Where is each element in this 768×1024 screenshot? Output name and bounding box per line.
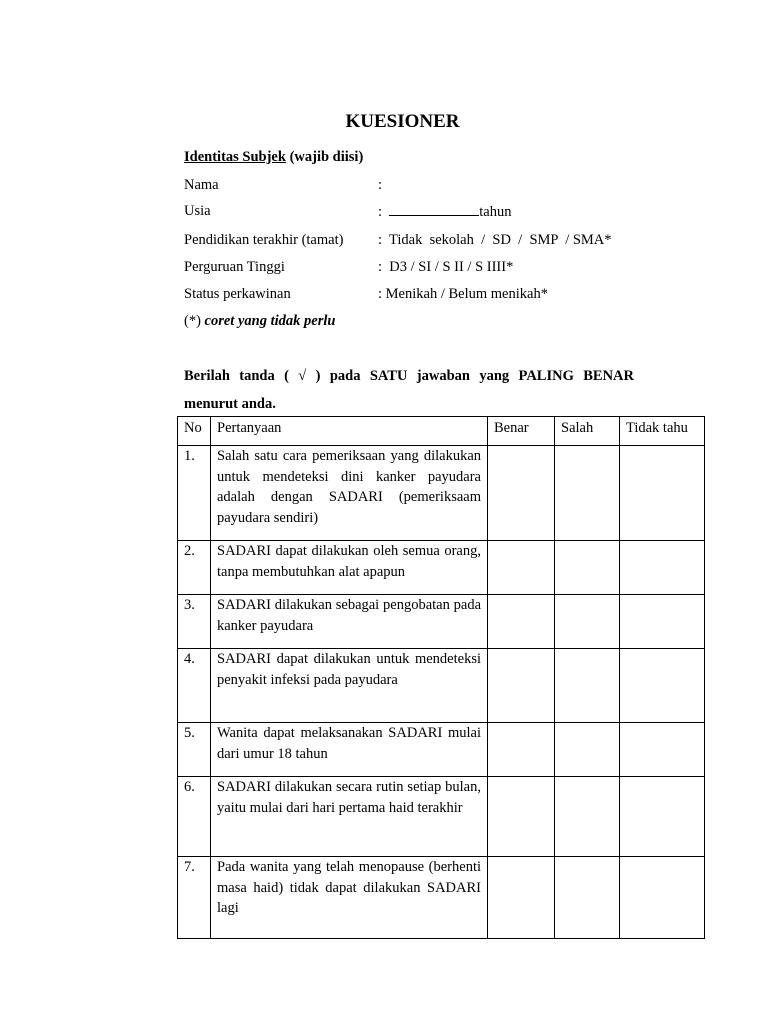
row-number: 5.	[178, 723, 211, 777]
field-value: : Menikah / Belum menikah*	[378, 286, 548, 302]
answer-salah-cell[interactable]	[555, 857, 620, 939]
answer-benar-cell[interactable]	[488, 446, 555, 541]
row-number: 7.	[178, 857, 211, 939]
table-header-row	[178, 417, 705, 446]
field-value: : D3 / SI / S II / S IIII*	[378, 259, 514, 275]
answer-salah-cell[interactable]	[555, 649, 620, 723]
row-number: 1.	[178, 446, 211, 541]
age-blank-line[interactable]	[389, 203, 479, 216]
answer-benar-cell[interactable]	[488, 541, 555, 595]
table-row	[178, 723, 705, 777]
page-title: KUESIONER	[345, 111, 460, 132]
answer-tidak-tahu-cell[interactable]	[620, 777, 705, 857]
table-row	[178, 541, 705, 595]
header-pertanyaan: Pertanyaan	[211, 417, 488, 446]
field-label: Perguruan Tinggi	[184, 259, 285, 275]
answer-salah-cell[interactable]	[555, 595, 620, 649]
table-row	[178, 446, 705, 541]
answer-salah-cell[interactable]	[555, 723, 620, 777]
answer-tidak-tahu-cell[interactable]	[620, 649, 705, 723]
table-row	[178, 777, 705, 857]
question-text: Salah satu cara pemeriksaan yang dilakukan untuk mendeteksi dini kanker payudara adalah dengan SADARI (pemeriksaam payudara sendiri)	[211, 446, 488, 541]
identity-heading-note: (wajib diisi)	[285, 149, 364, 165]
questionnaire-table	[177, 416, 705, 939]
field-label: Status perkawinan	[184, 286, 291, 302]
answer-tidak-tahu-cell[interactable]	[620, 723, 705, 777]
answer-salah-cell[interactable]	[555, 446, 620, 541]
answer-salah-cell[interactable]	[555, 777, 620, 857]
instruction: Berilah tanda ( √ ) pada SATU jawaban yang PALING BENAR menurut anda.	[184, 368, 634, 412]
answer-benar-cell[interactable]	[488, 857, 555, 939]
footnote-text: coret yang tidak perlu	[204, 313, 336, 329]
question-text: SADARI dilakukan sebagai pengobatan pada kanker payudara	[211, 595, 488, 649]
question-text: SADARI dilakukan secara rutin setiap bulan, yaitu mulai dari hari pertama haid terakhir	[211, 777, 488, 857]
row-number: 4.	[178, 649, 211, 723]
answer-tidak-tahu-cell[interactable]	[620, 446, 705, 541]
identity-heading	[184, 149, 363, 166]
header-tidak-tahu: Tidak tahu	[620, 417, 705, 446]
answer-tidak-tahu-cell[interactable]	[620, 857, 705, 939]
table-row	[178, 595, 705, 649]
identity-heading-main: Identitas Subjek	[184, 149, 286, 165]
field-value: : tahun	[378, 204, 512, 220]
answer-benar-cell[interactable]	[488, 777, 555, 857]
question-text: SADARI dapat dilakukan untuk mendeteksi penyakit infeksi pada payudara	[211, 649, 488, 723]
footnote: (*) coret yang tidak perlu	[184, 313, 336, 329]
field-label: Usia	[184, 203, 211, 219]
header-benar: Benar	[488, 417, 555, 446]
question-text: Wanita dapat melaksanakan SADARI mulai dari umur 18 tahun	[211, 723, 488, 777]
row-number: 3.	[178, 595, 211, 649]
answer-benar-cell[interactable]	[488, 595, 555, 649]
row-number: 2.	[178, 541, 211, 595]
answer-benar-cell[interactable]	[488, 723, 555, 777]
field-value: :	[378, 177, 383, 193]
answer-benar-cell[interactable]	[488, 649, 555, 723]
field-label: Nama	[184, 177, 219, 193]
answer-salah-cell[interactable]	[555, 541, 620, 595]
table-row	[178, 857, 705, 939]
row-number: 6.	[178, 777, 211, 857]
field-value: : Tidak sekolah / SD / SMP / SMA*	[378, 232, 612, 248]
table-row	[178, 649, 705, 723]
answer-tidak-tahu-cell[interactable]	[620, 595, 705, 649]
header-salah: Salah	[555, 417, 620, 446]
question-text: SADARI dapat dilakukan oleh semua orang, tanpa membutuhkan alat apapun	[211, 541, 488, 595]
question-text: Pada wanita yang telah menopause (berhenti masa haid) tidak dapat dilakukan SADARI lagi	[211, 857, 488, 939]
field-label: Pendidikan terakhir (tamat)	[184, 232, 344, 248]
answer-tidak-tahu-cell[interactable]	[620, 541, 705, 595]
header-no: No	[178, 417, 211, 446]
